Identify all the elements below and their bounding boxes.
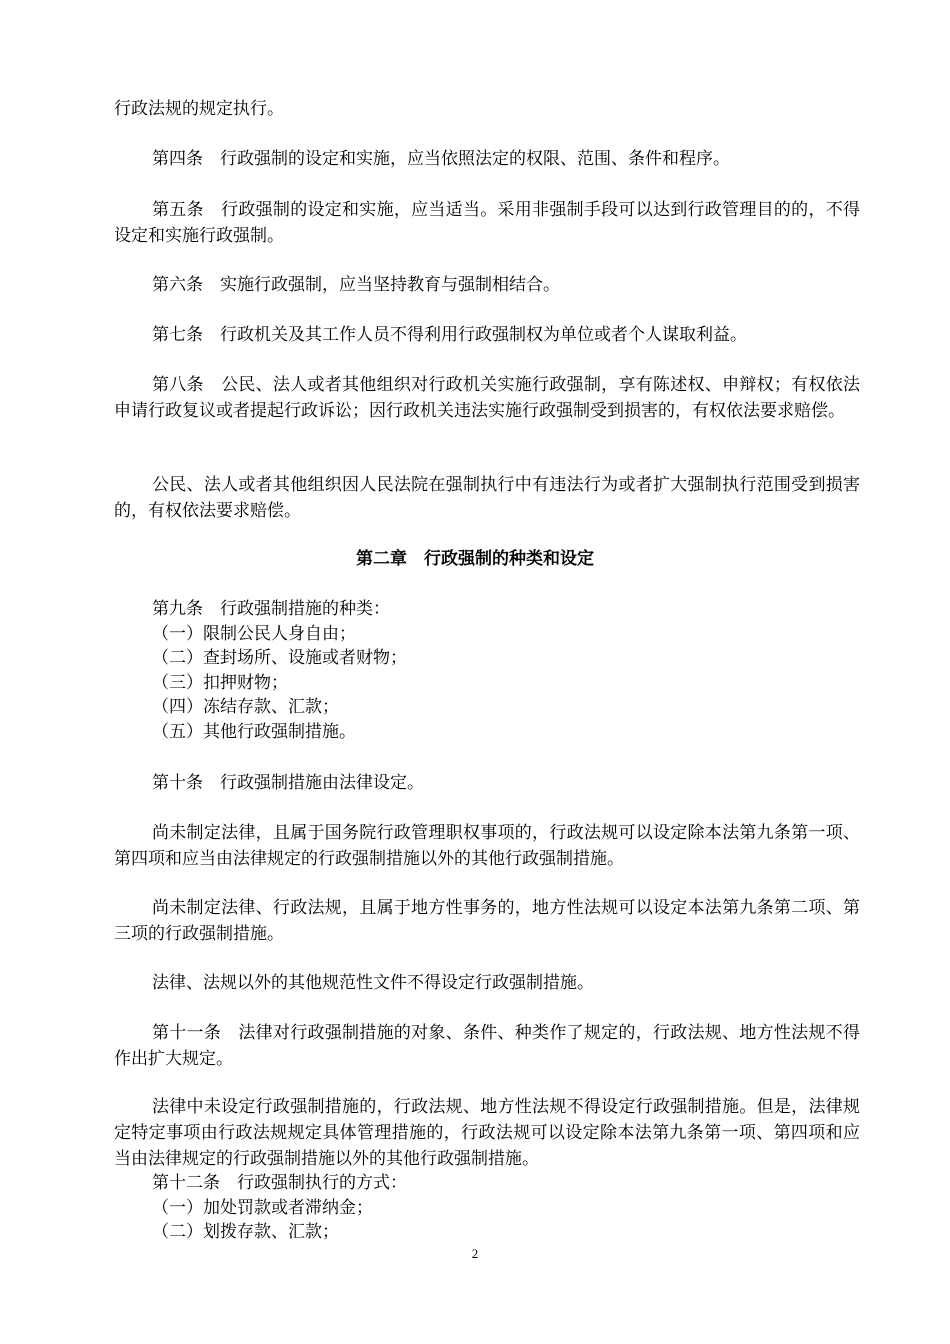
- article-10-paragraph-3: 尚未制定法律、行政法规，且属于地方性事务的，地方性法规可以设定本法第九条第二项、第三项的行政强制措施。: [114, 898, 860, 944]
- article-7: 第七条 行政机关及其工作人员不得利用行政强制权为单位或者个人谋取利益。: [152, 325, 747, 345]
- article-9-item-4: （四）冻结存款、汇款；: [152, 697, 339, 717]
- article-9-intro: 第九条 行政强制措施的种类：: [152, 599, 390, 619]
- article-12-item-1: （一）加处罚款或者滞纳金；: [152, 1198, 373, 1218]
- page-number: 2: [471, 1246, 479, 1261]
- article-10-paragraph-4: 法律、法规以外的其他规范性文件不得设定行政强制措施。: [152, 973, 594, 993]
- article-6: 第六条 实施行政强制，应当坚持教育与强制相结合。: [152, 275, 560, 295]
- article-10-paragraph-2: 尚未制定法律，且属于国务院行政管理职权事项的，行政法规可以设定除本法第九条第一项、第四项和应当由法律规定的行政强制措施以外的其他行政强制措施。: [114, 823, 860, 869]
- article-8: 第八条 公民、法人或者其他组织对行政机关实施行政强制，享有陈述权、申辩权；有权依法申请行政复议或者提起行政诉讼；因行政机关违法实施行政强制受到损害的，有权依法要求赔偿。: [114, 375, 860, 421]
- article-10: 第十条 行政强制措施由法律设定。: [152, 773, 424, 793]
- article-4: 第四条 行政强制的设定和实施，应当依照法定的权限、范围、条件和程序。: [152, 149, 730, 169]
- article-9-item-5: （五）其他行政强制措施。: [152, 722, 356, 742]
- article-8-paragraph-2: 公民、法人或者其他组织因人民法院在强制执行中有违法行为或者扩大强制执行范围受到损害的，有权依法要求赔偿。: [114, 475, 860, 521]
- article-11-paragraph-2: 法律中未设定行政强制措施的，行政法规、地方性法规不得设定行政强制措施。但是，法律规定特定事项由行政法规规定具体管理措施的，行政法规可以设定除本法第九条第一项、第四项和应当由法律规定的行政强制措施以外的其他行政强制措施。: [114, 1097, 860, 1169]
- article-12-item-2: （二）划拨存款、汇款；: [152, 1222, 339, 1242]
- article-9-item-2: （二）查封场所、设施或者财物；: [152, 648, 407, 668]
- paragraph-continuation: 行政法规的规定执行。: [114, 99, 284, 119]
- article-5: 第五条 行政强制的设定和实施，应当适当。采用非强制手段可以达到行政管理目的的，不得设定和实施行政强制。: [114, 200, 860, 246]
- article-9-item-1: （一）限制公民人身自由；: [152, 624, 356, 644]
- chapter-heading: 第二章 行政强制的种类和设定: [356, 549, 594, 569]
- article-12-intro: 第十二条 行政强制执行的方式：: [152, 1173, 407, 1193]
- article-11: 第十一条 法律对行政强制措施的对象、条件、种类作了规定的，行政法规、地方性法规不得作出扩大规定。: [114, 1023, 860, 1069]
- article-9-item-3: （三）扣押财物；: [152, 673, 288, 693]
